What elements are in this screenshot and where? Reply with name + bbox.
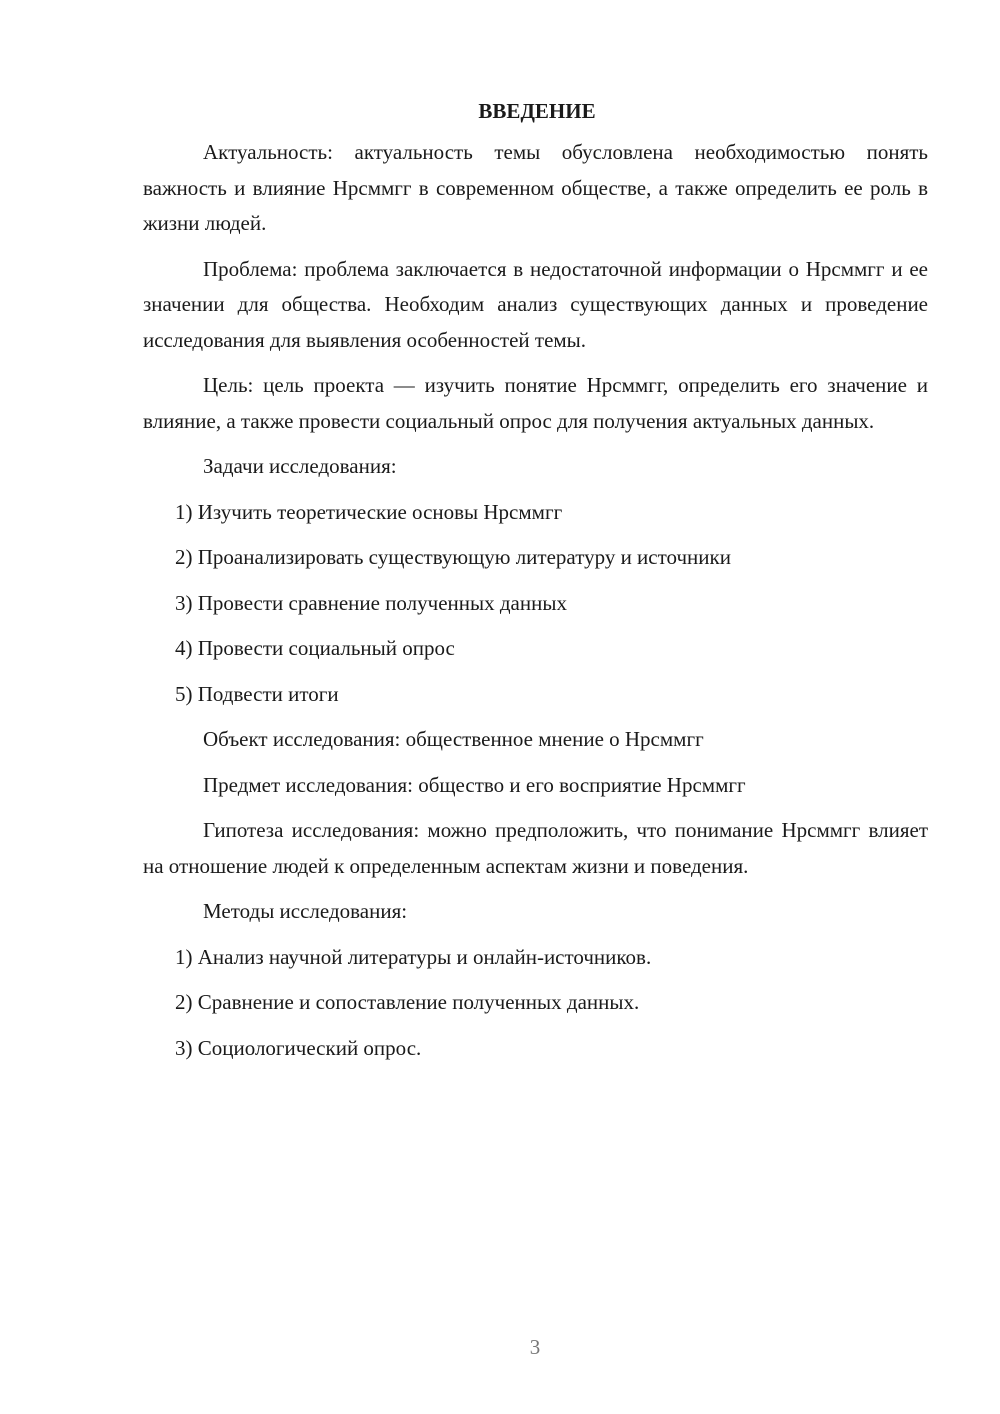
document-page: [143, 93, 928, 1076]
tasks-heading: Задачи исследования:: [203, 454, 397, 478]
page-number: 3: [529, 1335, 541, 1359]
object-paragraph: Объект исследования: общественное мнение о Нрсммгг: [203, 727, 704, 751]
tasks-list: [143, 495, 928, 713]
subject-paragraph: Предмет исследования: общество и его восприятие Нрсммгг: [203, 772, 746, 797]
task-item: 4) Провести социальный опрос: [175, 636, 455, 660]
task-item: 5) Подвести итоги: [175, 681, 339, 706]
goal-paragraph: Цель: цель проекта — изучить понятие Нрсммгг, определить его значение и влияние, а также провести социальный опрос для получения актуальных данных.: [143, 373, 928, 433]
hypothesis-paragraph: Гипотеза исследования: можно предположить, что понимание Нрсммгг влияет на отношение людей к определенным аспектам жизни и поведения.: [143, 818, 928, 878]
task-item: 3) Провести сравнение полученных данных: [175, 590, 567, 615]
task-item: 1) Изучить теоретические основы Нрсммгг: [175, 499, 563, 524]
method-item: 2) Сравнение и сопоставление полученных данных.: [175, 990, 640, 1014]
task-item: 2) Проанализировать существующую литературу и источники: [175, 545, 731, 569]
methods-list: [143, 940, 928, 1067]
relevance-paragraph: Актуальность: актуальность темы обусловлена необходимостью понять важность и влияние Нрсммгг в современном обществе, а также определить ее роль в жизни людей.: [143, 140, 928, 235]
method-item: 3) Социологический опрос.: [175, 1035, 422, 1060]
method-item: 1) Анализ научной литературы и онлайн-источников.: [175, 944, 652, 969]
problem-paragraph: Проблема: проблема заключается в недостаточной информации о Нрсммгг и ее значении для общества. Необходим анализ существующих данных и проведение исследования для выявления особенностей темы.: [143, 256, 928, 352]
methods-heading: Методы исследования:: [203, 899, 408, 923]
section-title: ВВЕДЕНИЕ: [478, 99, 596, 123]
